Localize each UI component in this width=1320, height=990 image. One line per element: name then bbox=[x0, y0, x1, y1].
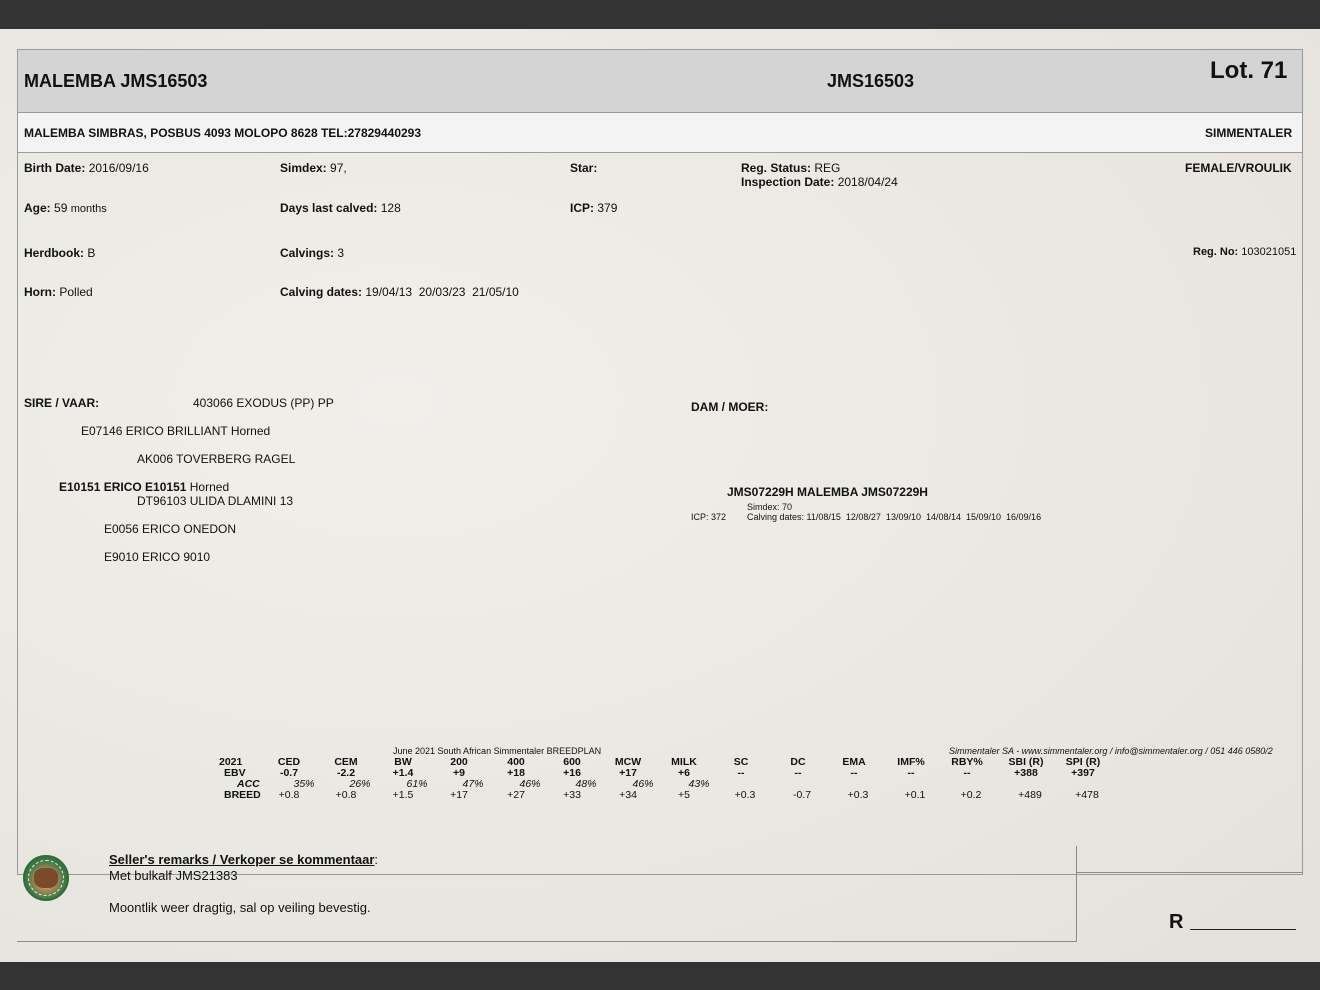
remarks-line-1: Met bulkalf JMS21383 bbox=[109, 868, 238, 883]
ebv-column-header: MILK bbox=[671, 756, 697, 768]
ebv-value: +397 bbox=[1071, 767, 1095, 779]
price-label: R bbox=[1169, 911, 1184, 933]
ebv-caption: June 2021 South African Simmentaler BREEDPLAN bbox=[393, 746, 602, 756]
acc-value: 47% bbox=[462, 778, 484, 790]
remarks-heading: Seller's remarks / Verkoper se kommentaar: bbox=[109, 852, 379, 867]
reg-no: Reg. No: 103021051 bbox=[1193, 246, 1297, 258]
sire-dam-sire: E0056 ERICO ONEDON bbox=[104, 522, 237, 536]
ebv-value: -2.2 bbox=[336, 767, 356, 779]
ebv-column-header: 600 bbox=[563, 756, 581, 768]
acc-value: 46% bbox=[632, 778, 654, 790]
breed-average-value: +478 bbox=[1075, 789, 1099, 801]
dam-icp: ICP: 372 bbox=[691, 512, 727, 522]
ebv-value: +17 bbox=[619, 767, 637, 779]
ebv-column-header: CEM bbox=[334, 756, 358, 768]
breed-average-value: +0.8 bbox=[278, 789, 300, 801]
breed-average-value: +33 bbox=[563, 789, 581, 801]
acc-value: 46% bbox=[519, 778, 541, 790]
sire-sire: E07146 ERICO BRILLIANT Horned bbox=[81, 424, 271, 438]
reg-status: Reg. Status: REG bbox=[741, 161, 841, 175]
ebv-value: +18 bbox=[507, 767, 525, 779]
breeder-info: MALEMBA SIMBRAS, POSBUS 4093 MOLOPO 8628 TEL:27829440293 bbox=[24, 126, 422, 140]
dam-calving-dates: Calving dates: 11/08/15 12/08/27 13/09/10 14/08/14 15/09/10 16/09/16 bbox=[747, 512, 1042, 522]
acc-value: 26% bbox=[349, 778, 371, 790]
ebv-value: +6 bbox=[678, 767, 690, 779]
simmentaler-logo bbox=[23, 855, 69, 901]
age: Age: 59 months bbox=[24, 201, 107, 215]
breed-average-value: +17 bbox=[450, 789, 468, 801]
ebv-column-header: IMF% bbox=[897, 756, 925, 768]
ebv-value: -- bbox=[963, 767, 971, 779]
breed-row-label: BREED bbox=[224, 789, 261, 801]
breed-average-value: +0.3 bbox=[734, 789, 756, 801]
ebv-column-header: MCW bbox=[614, 756, 642, 768]
days-last-calved: Days last calved: 128 bbox=[280, 201, 401, 215]
breed-name: SIMMENTALER bbox=[1205, 126, 1293, 140]
acc-row-label: ACC bbox=[237, 778, 260, 790]
acc-value: 43% bbox=[688, 778, 710, 790]
icp: ICP: 379 bbox=[570, 201, 618, 215]
ebv-column-header: EMA bbox=[842, 756, 866, 768]
breed-average-value: +0.2 bbox=[960, 789, 982, 801]
herdbook: Herdbook: B bbox=[24, 246, 96, 260]
lot-number: Lot. 71 bbox=[1210, 57, 1288, 84]
ebv-column-header: CED bbox=[277, 756, 301, 768]
title-band bbox=[17, 49, 1303, 113]
ebv-value: +9 bbox=[453, 767, 465, 779]
ebv-value: -- bbox=[737, 767, 745, 779]
ebv-value: -- bbox=[907, 767, 915, 779]
price-line bbox=[1190, 929, 1296, 930]
ebv-column-header: RBY% bbox=[951, 756, 983, 768]
sex: FEMALE/VROULIK bbox=[1185, 161, 1292, 175]
ebv-value: -0.7 bbox=[279, 767, 299, 779]
acc-value: 61% bbox=[406, 778, 428, 790]
breed-average-value: +0.8 bbox=[335, 789, 357, 801]
animal-id: JMS16503 bbox=[827, 71, 915, 91]
inspection-date: Inspection Date: 2018/04/24 bbox=[741, 175, 898, 189]
breed-average-value: +1.5 bbox=[392, 789, 414, 801]
sire-dam: E10151 ERICO E10151 Horned bbox=[59, 480, 230, 494]
sire-label: SIRE / VAAR: bbox=[24, 396, 100, 410]
ebv-column-header: BW bbox=[394, 756, 412, 768]
bottom-bar bbox=[0, 962, 1320, 990]
breed-average-value: +34 bbox=[619, 789, 637, 801]
ebv-column-header: 400 bbox=[507, 756, 525, 768]
birth-date: Birth Date: 2016/09/16 bbox=[24, 161, 149, 175]
ebv-value: +388 bbox=[1014, 767, 1038, 779]
acc-value: 48% bbox=[575, 778, 597, 790]
dam: JMS07229H MALEMBA JMS07229H bbox=[727, 485, 928, 499]
sire-sire-sire: AK006 TOVERBERG RAGEL bbox=[137, 452, 296, 466]
dam-simdex: Simdex: 70 bbox=[747, 502, 793, 512]
breed-average-value: +5 bbox=[678, 789, 690, 801]
breed-average-value: +489 bbox=[1018, 789, 1042, 801]
calvings: Calvings: 3 bbox=[280, 246, 345, 260]
breed-average-value: +27 bbox=[507, 789, 525, 801]
top-bar bbox=[0, 0, 1320, 29]
ebv-year: 2021 bbox=[219, 756, 243, 768]
acc-value: 35% bbox=[293, 778, 315, 790]
ebv-column-header: 200 bbox=[450, 756, 468, 768]
breed-average-value: -0.7 bbox=[792, 789, 812, 801]
ebv-value: +1.4 bbox=[392, 767, 414, 779]
sire-dam-dam: E9010 ERICO 9010 bbox=[104, 550, 211, 564]
breed-average-value: +0.3 bbox=[847, 789, 869, 801]
remarks-line-2: Moontlik weer dragtig, sal op veiling bevestig. bbox=[109, 900, 371, 915]
calving-dates: Calving dates: 19/04/13 20/03/23 21/05/10 bbox=[280, 285, 519, 299]
divider-line bbox=[1076, 872, 1303, 873]
sire-dam-dam-line: DT96103 ULIDA DLAMINI 13 bbox=[137, 494, 294, 508]
sire: 403066 EXODUS (PP) PP bbox=[193, 396, 334, 410]
ebv-column-header: SC bbox=[733, 756, 749, 768]
ebv-column-header: SPI (R) bbox=[1065, 756, 1101, 768]
ebv-source: Simmentaler SA - www.simmentaler.org / info@simmentaler.org / 051 446 0580/2 bbox=[949, 746, 1273, 756]
ebv-row-label: EBV bbox=[224, 767, 246, 779]
ebv-column-header: DC bbox=[790, 756, 806, 768]
dam-label: DAM / MOER: bbox=[691, 400, 769, 414]
star-label: Star: bbox=[570, 161, 598, 175]
horn: Horn: Polled bbox=[24, 285, 93, 299]
ebv-value: -- bbox=[850, 767, 858, 779]
ebv-column-header: SBI (R) bbox=[1008, 756, 1044, 768]
ebv-value: -- bbox=[794, 767, 802, 779]
breed-average-value: +0.1 bbox=[904, 789, 926, 801]
simdex: Simdex: 97, bbox=[280, 161, 347, 175]
ebv-value: +16 bbox=[563, 767, 581, 779]
animal-name: MALEMBA JMS16503 bbox=[24, 71, 208, 91]
